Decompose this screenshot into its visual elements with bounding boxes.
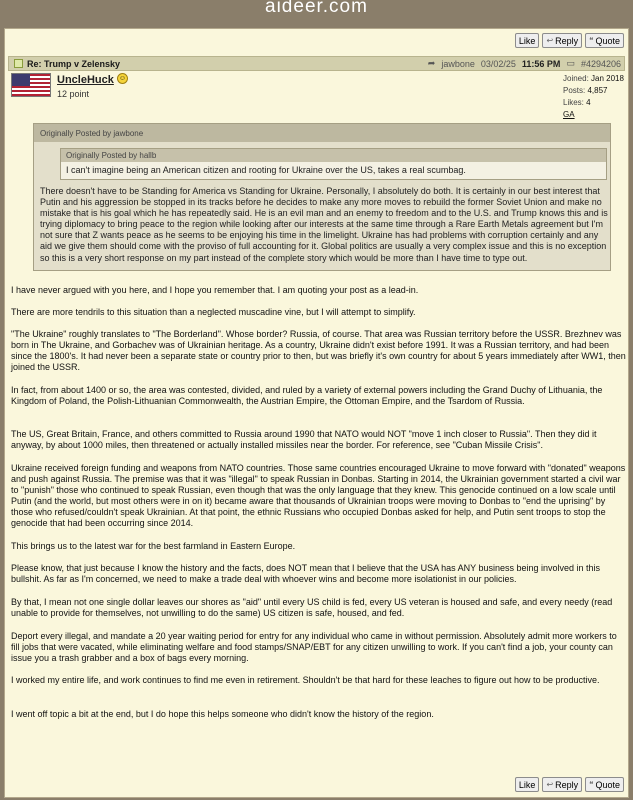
quote-label: Quote: [595, 779, 620, 790]
post-paragraph: Ukraine received foreign funding and weapons from NATO countries. Those same countries encouraged Ukraine to move forward with "donated" weapons and push against Russia. The premise was that it was "illegal" to speak Russian in Donbas. Starting in 2014, the Ukrainian government started a civil war to "punish" those who continued to speak Russian, even though that was the only language that they knew. This genocide continued on a low scale until Putin (and the world, but most others were in on it) became aware that thousands of Ukrainian troops were moving to Donbas to "end the uprising" by those who refused/couldn't speak Ukrainian. At that point, the ethnic Russians who occupied Donbas asked for help, and Putin sent troops to stop the genocide that had been occurring since 2014.: [11, 463, 626, 529]
post-paragraph: I have never argued with you here, and I hope you remember that. I am quoting your post as a lead-in.: [11, 285, 419, 295]
post-paragraph: I worked my entire life, and work continues to find me even in retirement. Shouldn't be that hard for these leaches to figure out how to be productive.: [11, 675, 600, 685]
likes-value: 4: [586, 98, 591, 107]
post-paragraph: "The Ukraine" roughly translates to "The Borderland". Whose border? Russia, of course. That area was Russian territory before the USSR. Brezhnev was born in The Ukraine, and Gorbachev was of Ukrainian heritage. As a country, Ukraine didn't exist before 1991. It was a Russian territory, and had been since the 1800's. It had never been a separate state or country prior to then, but was briefly it's own country for about 5 years immediately after WW1, then joined the USSR.: [11, 329, 626, 373]
reply-arrow-icon: ➦: [427, 58, 436, 68]
likes-label: Likes:: [563, 98, 584, 107]
post-paragraph: I went off topic a bit at the end, but I do hope this helps someone who didn't know the history of the region.: [11, 709, 434, 719]
post-title: Re: Trump v Zelensky: [27, 58, 121, 69]
bookmark-icon[interactable]: ▭: [566, 58, 575, 68]
like-label: Like: [518, 35, 536, 46]
quote-icon: ❝: [589, 780, 594, 789]
post-paragraph: Please know, that just because I know the history and the facts, does NOT mean that I believe that the USA has ANY business being involved in this bullshit. As far as I'm concerned, we need to make a trade deal with whoever wins and become more isolationist in our policies.: [11, 563, 601, 585]
usa-flag-avatar: [11, 73, 51, 97]
quote-inner: [60, 148, 607, 180]
quote-inner-header: Originally Posted by hallb: [61, 149, 606, 162]
quote-outer-text: There doesn't have to be Standing for America vs Standing for Ukraine. Personally, I absolutely do both. It is certainly in our best interest that Putin and his aggression be stopped in its tracks before he decides to make any more moves to rebuild the former Soviet Union and make no mistake that is his goal which he has repeatedly said. He is an evil man and an enemy to freedom and to the U.S. and Trump knows this and is trying diplomacy to bring peace to the region while looking after our interests at the same time through a Rare Earth Metals agreement but I'm not sure that Z wants peace as he seems to be enjoying his time in the limelight. Ukraine has had problems with corruption certainly and any aid we give them should come with the proviso of full accounting for it. Global politics are usually a very complex issue and this is no exception so this is a very short response on my part instead of the complete story which would be more than I have time to type out.: [40, 186, 608, 263]
smiley-icon: ☺: [118, 75, 127, 82]
post-paragraph: In fact, from about 1400 or so, the area was contested, divided, and ruled by a variety of external powers including the Grand Duchy of Lithuania, the Kingdom of Poland, the Polish-Lithuanian Commonwealth, the Austrian Empire, the Ottoman Empire, and the Tsardom of Russia.: [11, 385, 603, 407]
username[interactable]: UncleHuck: [57, 74, 114, 86]
reply-label: Reply: [555, 35, 579, 46]
post-meta: [428, 58, 624, 69]
user-info: [11, 73, 625, 123]
quote-label: Quote: [595, 35, 620, 46]
post-time: 11:56 PM: [521, 58, 561, 69]
post-paragraph: Deport every illegal, and mandate a 20 year waiting period for entry for any individual who came in without permission. Absolutely admit more workers to fill jobs that were vacated, while eliminating welfare and food stamps/SNAP/EBT for any citizen unwilling to work. If you can't find a job, your county can issue you a trash grabber and a box of bags every morning.: [11, 631, 617, 664]
user-stats: [563, 73, 624, 121]
post-icon: [14, 59, 23, 68]
quote-outer: [33, 123, 611, 271]
reply-button[interactable]: [542, 33, 582, 48]
user-points: 12 point: [57, 89, 90, 99]
reply-icon: ↩: [546, 36, 554, 45]
site-domain-bar: [0, 0, 633, 28]
post-body: [11, 285, 627, 720]
site-domain: aideer.com: [265, 0, 368, 17]
post-number[interactable]: #4294206: [580, 58, 621, 69]
posts-value: 4,857: [587, 86, 608, 95]
joined-label: Joined:: [563, 74, 589, 83]
post-frame: [4, 28, 629, 798]
quote-outer-header: Originally Posted by jawbone: [34, 124, 610, 142]
like-button[interactable]: [515, 33, 540, 48]
top-button-row: [515, 33, 624, 49]
like-button-bottom[interactable]: [515, 777, 540, 792]
post-date: 03/02/25: [480, 58, 516, 69]
post-paragraph: There are more tendrils to this situation than a neglected muscadine vine, but I will attempt to simplify.: [11, 307, 416, 317]
quote-button-bottom[interactable]: [585, 777, 624, 792]
reply-to-user[interactable]: jawbone: [441, 58, 475, 69]
reply-button-bottom[interactable]: [542, 777, 582, 792]
post-paragraph: By that, I mean not one single dollar leaves our shores as "aid" until every US child is fed, every US veteran is housed and safe, and every needy (read unable to provide for themselves, not unwilling to do the same) US citizen is safe, housed, and fed.: [11, 597, 613, 619]
quote-button[interactable]: [585, 33, 624, 48]
posts-label: Posts:: [563, 86, 586, 95]
post-paragraph: The US, Great Britain, France, and others committed to Russia around 1990 that NATO would NOT "move 1 inch closer to Russia". Then they did it anyway, by about 1000 miles, then threatened or actually installed missiles near the border. For reference, see "Cuban Missile Crisis".: [11, 429, 597, 451]
like-label: Like: [518, 779, 536, 790]
post-paragraph: This brings us to the latest war for the best farmland in Eastern Europe.: [11, 541, 296, 551]
quote-inner-text: I can't imagine being an American citizen and rooting for Ukraine over the US, takes a real scumbag.: [66, 165, 466, 175]
bottom-button-row: [515, 777, 624, 793]
reply-icon: ↩: [546, 780, 554, 789]
quote-icon: ❝: [589, 36, 594, 45]
user-location[interactable]: GA: [563, 110, 575, 119]
reply-label: Reply: [555, 779, 579, 790]
joined-value: Jan 2018: [591, 74, 624, 83]
post-header: [8, 56, 625, 71]
